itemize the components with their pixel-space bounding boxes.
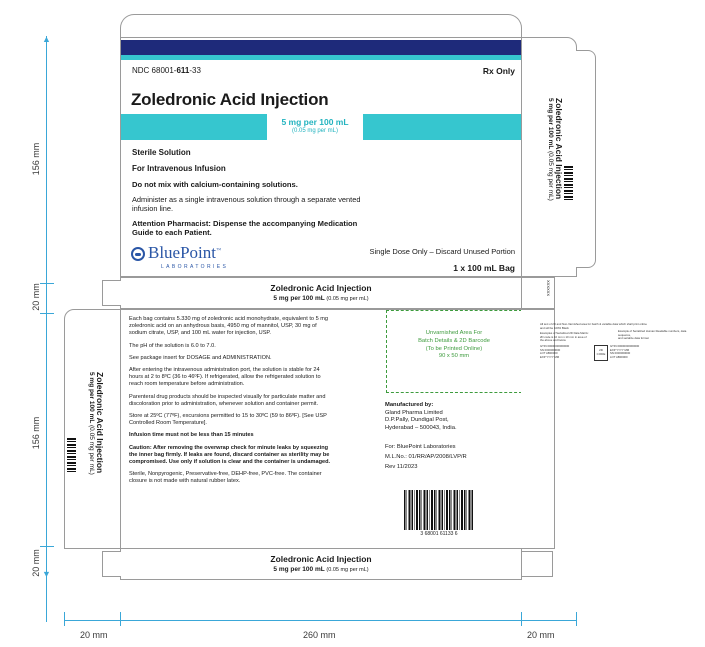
- for-line: For: BluePoint Laboratories: [385, 444, 456, 450]
- calcium-warning: Do not mix with calcium-containing solutions.: [132, 180, 298, 189]
- dim-tick: [40, 283, 54, 284]
- nonpyrogenic: Sterile, Nonpyrogenic, Preservative-free, DEHP-free, PVC-free. The container closure is not made with natural rubber latex.: [129, 471, 322, 485]
- back-panel: [120, 309, 522, 549]
- dim-label-h2: 20 mm: [31, 283, 41, 311]
- strength-band: [121, 114, 521, 140]
- dim-label-w3: 20 mm: [527, 630, 555, 640]
- unvarnished-area: [386, 310, 522, 393]
- dim-arrow-top: ▲: [42, 34, 51, 44]
- side-right-strength: 5 mg per 100 mL (0.05 mg per mL): [547, 98, 554, 201]
- side-left-title: Zoledronic Acid Injection: [95, 372, 105, 474]
- mfd-label: Manufactured by:: [385, 402, 434, 408]
- pharmacist-note: Attention Pharmacist: Dispense the accompanying Medication Guide to each Patient.: [132, 219, 358, 238]
- navy-band: [121, 40, 521, 55]
- product-title: Zoledronic Acid Injection: [131, 90, 329, 109]
- mfd-addr2: Hyderabad – 500043, India.: [385, 424, 457, 431]
- dim-tick: [120, 612, 121, 626]
- flap-code: XXXXXX: [546, 280, 551, 297]
- dim-label-w2: 260 mm: [303, 630, 336, 640]
- globe-icon: [131, 247, 145, 261]
- left-glue-flap-bottom: [102, 551, 121, 577]
- right-dust-flap: [576, 50, 596, 268]
- ml-no: M.L.No.: 01/RR/AP/2008/LVP/R: [385, 454, 467, 460]
- side-barcode-left: [67, 438, 76, 472]
- dim-line-vertical: [46, 36, 47, 622]
- dim-label-h3: 156 mm: [31, 416, 41, 450]
- side-right-title: Zoledronic Acid Injection: [554, 98, 564, 200]
- 2d-code-box: 2D CODE: [594, 345, 608, 361]
- dim-label-h1: 156 mm: [31, 142, 41, 176]
- caution: Caution: After removing the overwrap check for minute leaks by squeezing the inner bag firmly. If leaks are found, discard container as sterility may be compromised. Use only if solution is clear and the container is undamaged.: [129, 444, 331, 466]
- top-tuck-flap: [120, 14, 522, 38]
- stability: After entering the intravenous administration port, the solution is stable for 24 hours at 2 to 8ºC (36 to 46ºF). If refrigerated, allow the refrigerated solution to reach room temperature before administration.: [129, 367, 321, 388]
- top-flap: [120, 277, 522, 309]
- teal-band: [121, 55, 521, 60]
- dim-tick: [521, 612, 522, 626]
- manufacturer-block: [385, 402, 457, 432]
- bag-count: 1 x 100 mL Bag: [453, 263, 515, 273]
- back-column: [129, 316, 334, 491]
- infusion-time: Infusion time must not be less than 15 minutes: [129, 432, 254, 439]
- right-side-panel: [521, 37, 577, 277]
- right-glue-flap-bottom: [521, 551, 553, 577]
- right-glue-flap-top: [521, 277, 555, 309]
- side-left-strength: 5 mg per 100 mL (0.05 mg per mL): [88, 372, 95, 475]
- dim-label-h4: 20 mm: [31, 549, 41, 577]
- flap-bottom-strength: 5 mg per 100 mL (0.05 mg per mL): [273, 566, 369, 573]
- dim-arrow-bottom: ▼: [42, 569, 51, 579]
- left-side-panel: [64, 309, 121, 549]
- mfd-name: Gland Pharma Limited: [385, 409, 443, 416]
- dim-line-horizontal: [64, 620, 576, 621]
- flap-top-title: Zoledronic Acid Injection: [270, 283, 372, 293]
- ndc-number: NDC 68001-611-33: [132, 66, 201, 75]
- intravenous-infusion: For Intravenous Infusion: [132, 164, 226, 173]
- upc-number: 3 68001 61133 6: [401, 531, 477, 537]
- see-insert: See package insert for DOSAGE and ADMINISTRATION.: [129, 354, 272, 361]
- ph: The pH of the solution is 6.0 to 7.0.: [129, 342, 216, 349]
- serialization-note: All text of 2D and Non-Varnished area for batch & variable data which shall print online and will be 100% Black Examples of Serialized 2D Data Matrix: 2D code is 10 mm x 10 mm in area of the above and below Example of Serialized Human Readable numbers, data sequence, and serialize data format GTIN 00000000000000 SN 0000000000 LOT AB00000 EXP YYYY MM 2D CODE GTIN 00000000000000 EXP YYYY MM SN 0000000000 LOT AB00000: [540, 323, 700, 343]
- dim-tick: [40, 313, 54, 314]
- dim-label-w1: 20 mm: [80, 630, 108, 640]
- storage: Store at 25ºC (77ºF), excursions permitted to 15 to 30ºC (59 to 86ºF). [See USP Controlled Room Temperature].: [129, 413, 327, 427]
- single-dose: Single Dose Only – Discard Unused Portion: [369, 247, 515, 256]
- distributor-block: [385, 442, 467, 472]
- strength: 5 mg per 100 mL: [281, 117, 349, 127]
- dim-tick: [40, 546, 54, 547]
- flap-top-strength: 5 mg per 100 mL (0.05 mg per mL): [273, 295, 369, 302]
- bottom-flap: [120, 548, 522, 580]
- left-glue-flap-top: [102, 280, 121, 306]
- strength-sub: (0.05 mg per mL): [291, 128, 339, 134]
- administer-text: Administer as a single intravenous solution through a separate vented infusion line.: [132, 195, 361, 213]
- inspection: Parenteral drug products should be inspected visually for particulate matter and discoloration prior to administration, whenever solution and container permit.: [129, 393, 326, 407]
- brand-sub: LABORATORIES: [161, 264, 229, 270]
- dim-tick: [576, 612, 577, 626]
- flap-bottom-title: Zoledronic Acid Injection: [270, 554, 372, 564]
- rx-only: Rx Only: [482, 66, 515, 76]
- brand-name: BluePoint™: [148, 243, 221, 262]
- rev: Rev 11/2023: [385, 464, 418, 470]
- sterile-solution: Sterile Solution: [132, 148, 191, 157]
- front-panel: [120, 37, 522, 277]
- upc-barcode: [404, 490, 474, 530]
- side-barcode: [564, 166, 573, 200]
- dim-tick: [64, 612, 65, 626]
- composition: Each bag contains 5.330 mg of zoledronic acid monohydrate, equivalent to 5 mg zoledronic acid on an anhydrous basis, 4950 mg of mannitol, USP, 30 mg of sodium citrate, USP, and 100 mL water for injection, USP.: [129, 316, 329, 337]
- mfd-addr1: D.P.Pally, Dundigal Post,: [385, 417, 449, 424]
- unvarnished-text: Unvarnished Area For Batch Details & 2D Barcode (To be Printed Online) 90 x 50 mm: [418, 330, 490, 360]
